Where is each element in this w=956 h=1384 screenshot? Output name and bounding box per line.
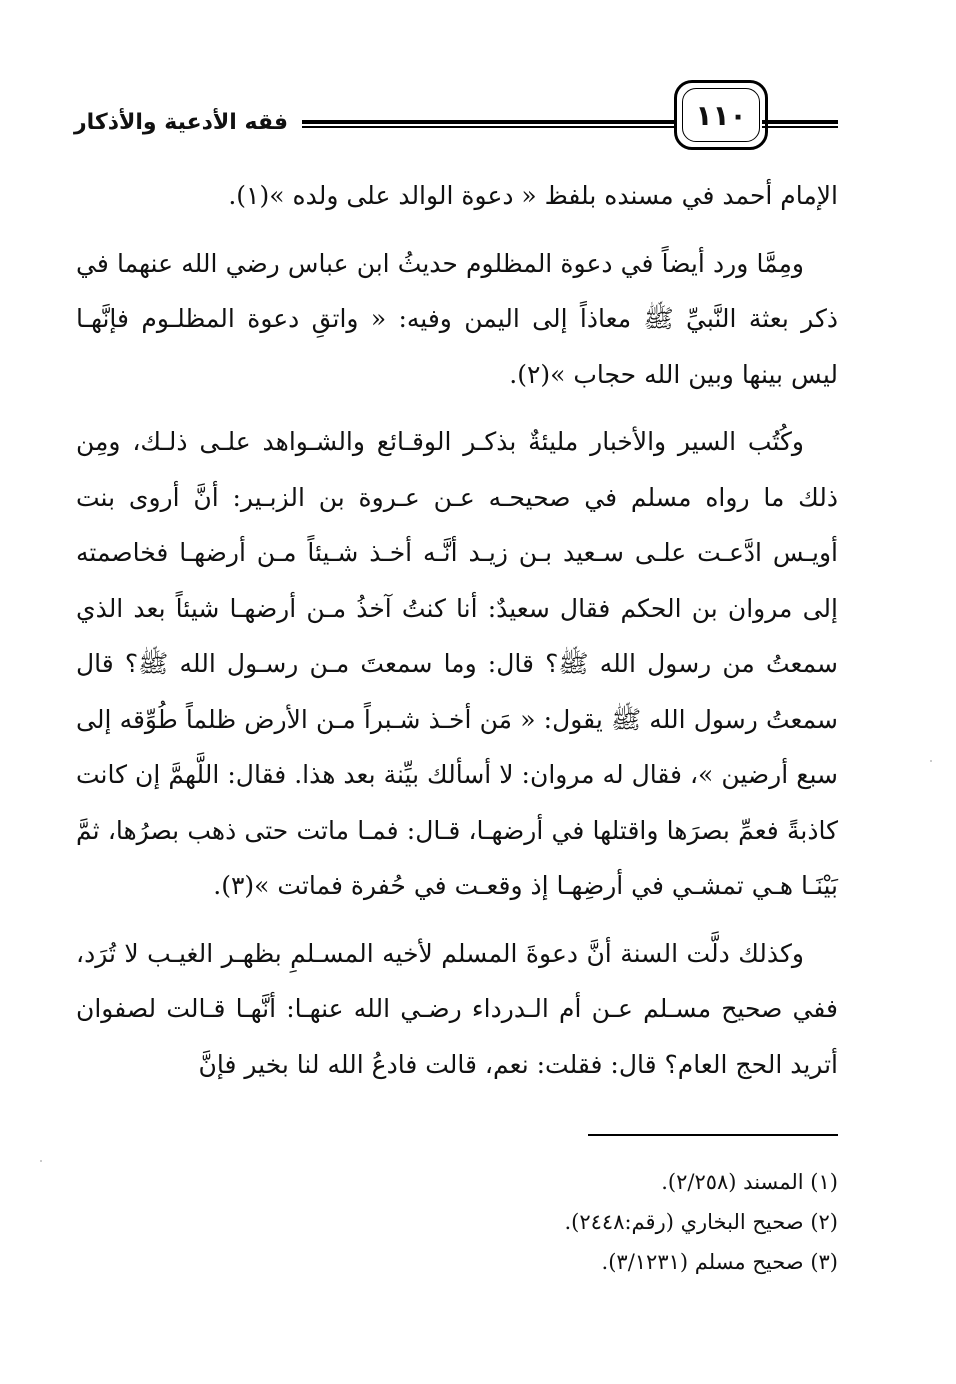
- running-title: فقه الأدعية والأذكار: [74, 110, 289, 135]
- footnote-item: (١) المسند (٢/٢٥٨).: [661, 1170, 838, 1194]
- footnote-separator: [588, 1134, 838, 1136]
- footnote-item: (٢) صحيح البخاري (رقم:٢٤٤٨).: [564, 1210, 838, 1234]
- paragraph: وكُتُب السير والأخبار مليئةٌ بذكـر الوقـائع والشـواهد علـى ذلـك، ومِن ذلك ما رواه مسلم في صحيحـه عـن عـروة بن الزبـير: أنَّ أروى بنت أويـس ادَّعـت علـى سـعيد بـن زيـد أنَّـه أخـذ شـيئاً مـن أرضهـا فخاصمته إلى مروان بن الحكم فقال سعيدٌ: أنا كنتُ آخذُ مـن أرضهـا شيئاً بعد الذي سمعتُ من رسول الله ﷺ؟ قال: وما سمعتَ مـن رسـول الله ﷺ؟ قال سمعتُ رسول الله ﷺ يقول: « مَن أخـذ شـبراً مـن الأرض ظلماً طُوِّقه إلى سبع أرضين »، فقال له مروان: لا أسألك بيِّنة بعد هذا. فقال: اللَّهمَّ إن كانت كاذبةً فعمِّ بصرَها واقتلها في أرضهـا، قـال: فمـا ماتت حتى ذهب بصرُها، ثمَّ بَيْنَـا هـي تمشـي في أرضِهـا إذ وقعـت في حُفرة فماتت »(٣).: [76, 427, 838, 900]
- page-header: [74, 80, 838, 154]
- scan-speck: [930, 760, 932, 762]
- scan-speck: [40, 1160, 42, 1162]
- paragraph: الإمام أحمد في مسنده بلفظ « دعوة الوالد على ولده »(١).: [228, 181, 838, 210]
- paragraph: ومِمَّا ورد أيضاً في دعوة المظلوم حديثُ ابن عباس رضي الله عنهما في ذكر بعثة النَّبيِّ ﷺ معاذاً إلى اليمن وفيه: « واتقِ دعوة المظلـوم فإنَّهـا ليس بينها وبين الله حجاب »(٢).: [76, 248, 838, 389]
- page-number-frame: [674, 80, 768, 150]
- paragraph: وكذلك دلَّت السنة أنَّ دعوةَ المسلم لأخيه المسـلمِ بظهـر الغيـب لا تُرَد، ففي صحيح مسـلم عـن أم الـدرداء رضـي الله عنهـا: أنَّهـا قـالت لصفوان أتريد الحج العام؟ قال: فقلت: نعم، قالت فادعُ الله لنا بخير فإنَّ: [76, 938, 838, 1079]
- main-text: [76, 168, 838, 1092]
- footnote-item: (٣) صحيح مسلم (٣/١٢٣١).: [601, 1250, 838, 1274]
- footnotes: [238, 1162, 838, 1282]
- header-rule-right: [762, 120, 838, 128]
- page-number: ١١٠: [695, 98, 747, 132]
